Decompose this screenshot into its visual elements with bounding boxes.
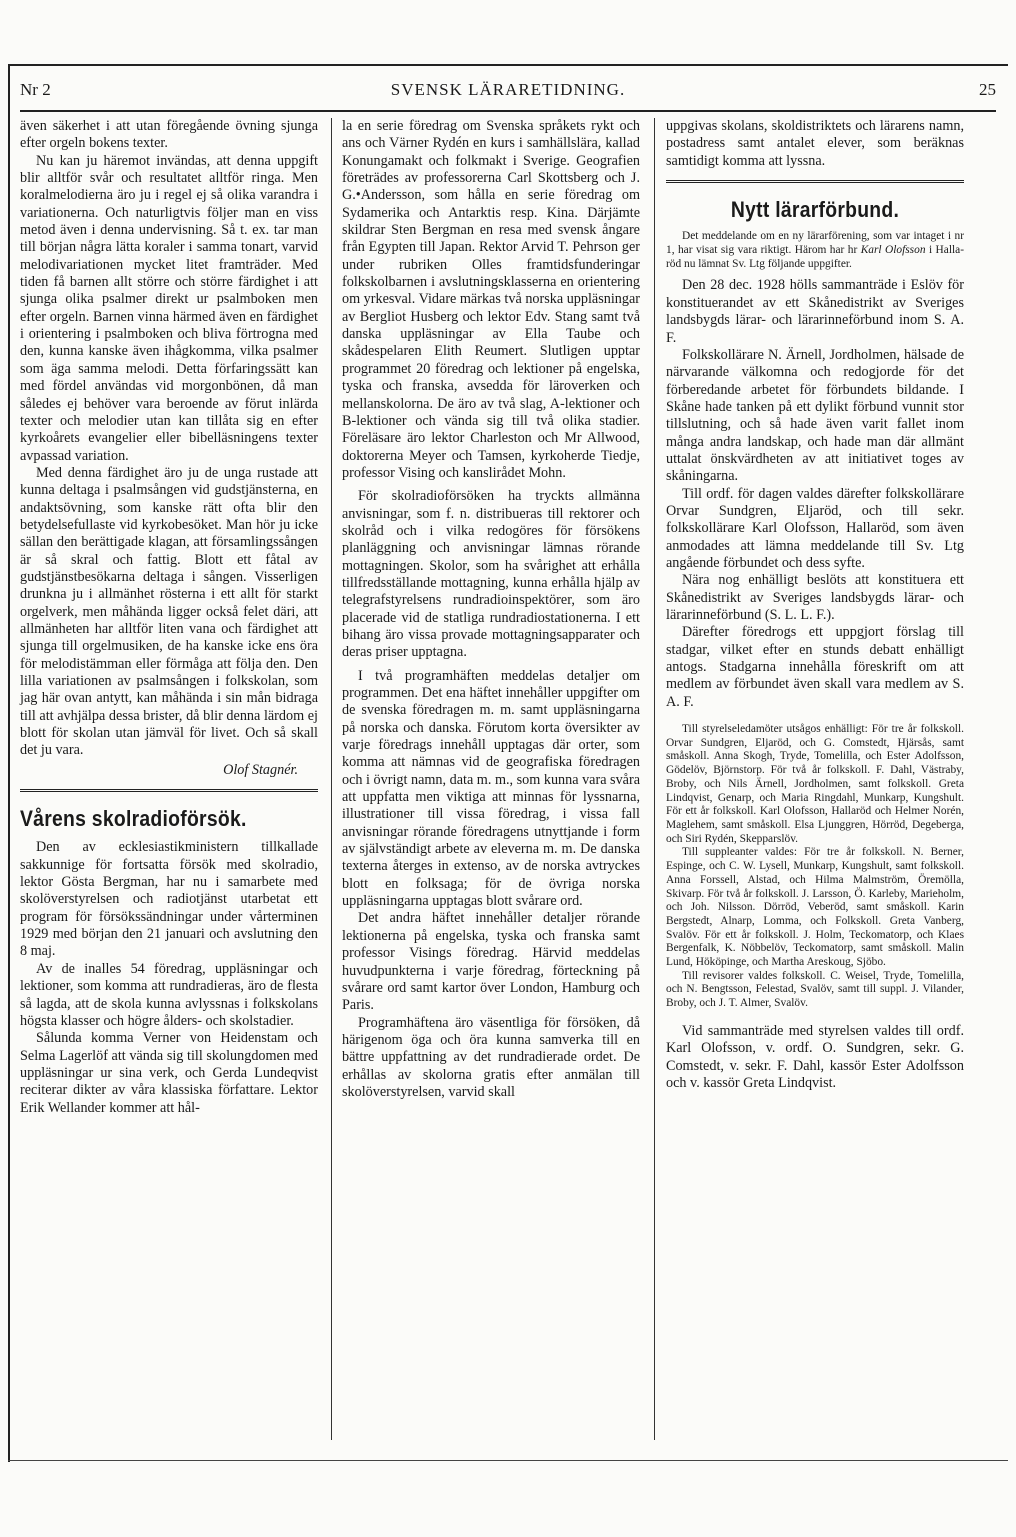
- paragraph: Folkskollärare N. Ärnell, Jordholmen, hälsade de närvarande välkomna och redogjorde för det förberedande arbetet för förbundets bildande. I Skåne hade tanken på ett dylikt förbund vunnit stor tillslutning, och så hade även varit fallet inom många andra landskap, och hade man där allmänt uttalat önskvärdheten av att initiativet toges av skåningarna.: [666, 346, 964, 485]
- paragraph: Den av ecklesiastikministern tillkallade sakkunnige för fortsatta försök med skolradio, lektor Gösta Bergman, har nu i samarbete med skolöverstyrelsen och radiotjänst utarbetat ett program för försökssändningar under vårterminen 1929 med början den 21 januari och avslutning den 8 maj.: [20, 839, 318, 960]
- board-list: [666, 723, 964, 1011]
- column-divider: [331, 118, 332, 1440]
- intro-note: [666, 230, 964, 271]
- page-header: [20, 80, 996, 106]
- page-number: 25: [979, 80, 996, 99]
- paragraph: även säkerhet i att utan föregående övning sjunga efter orgeln bokens texter.: [20, 118, 318, 152]
- paragraph: Det andra häftet innehåller detaljer rörande lektionerna på engelska, tyska och franska samt professor Visings föredrag. Härvid meddelas huvudpunkterna i varje föredrag, förteckning på svårare ord samt kartor över London, Hamburg och Paris.: [342, 910, 640, 1014]
- page-top-rule: [8, 64, 1008, 66]
- paragraph: I två programhäften meddelas detaljer om programmen. Det ena häftet innehåller uppgifter om de svenska föredragen m. m. samt uppläsningarna på norska och danska. Förutom korta översikter av varje föredrags innehåll upptagas där orter, som komma att nämnas vid de geografiska föredragen och i övrigt namn, data m. m., som kunna vara svåra att uppfatta men viktiga att minnas för lyssnarna, illustrationer till vissa föredrag, i vissa fall anvisningar rörande föredragens utnyttjande i form av självständigt arbete av eleverna m. m. De danska texterna återges in extenso, av de norska avtryckes blott en folksaga; för de övriga norska uppläsningarna upptagas blott svårare ord.: [342, 667, 640, 910]
- paragraph: Med denna färdighet äro ju de unga rustade att kunna deltaga i psalmsången vid gudstjänsterna, en andaktsövning, som kanske rätt ofta blir den betydelsefullaste vid kyrkobesöket. Man hör ju icke sällan den berättigade klagan, att församlingssången är så skral och fattig. Blott ett fåtal av gudstjänstbesökarna deltaga i sången. Visserligen drunkna ju i allmänhet rösterna i ett allt för starkt orgelverk, men måhända ligger också felet däri, att allmänheten har alltför liten vana och färdighet att sjunga till orgelmusiken, de ha kanske icke ens öra för melodistämman eller förmåga att följa den. Den lilla variationen av psalmsången i folkskolan, som jag här ovan antytt, kan måhända i sin mån bidraga till att avhjälpa dessa brister, då blir denna lärdom ej blott för skolan utan jämväl för livet. Och så skall det ju vara.: [20, 464, 318, 759]
- column-1: [20, 118, 318, 1117]
- issue-number: Nr 2: [20, 80, 51, 99]
- paragraph: Vid sammanträde med styrelsen valdes till ordf. Karl Olofsson, v. ordf. O. Sundgren, sekr. G. Comstedt, v. sekr. F. Dahl, kassör Ester Adolfsson och v. kassör Greta Lindqvist.: [666, 1022, 964, 1091]
- paragraph: la en serie föredrag om Svenska språkets rykt och ans och Värner Rydén en kurs i samhällslära, kallad Konungamakt och folkmakt i Sverige. Geografien företrädes av professorerna Carl Skottsberg och J. G.•Andersson, som hålla en serie föredrag om Sydamerika och Antarktis resp. Kina. Därjämte skildrar Sten Bergman en resa med svensk ångare från Egypten till Japan. Rektor Arvid T. Pehrson ger under rubriken Olles framtidsfunderingar folkskolbarnen i avslutningsklasserna en orientering om yrkesval. Vidare märkas två norska uppläsningar av Bergliot Husberg och lektor Edv. Stang samt två danska uppläsningar av Ella Taube och skådespelaren Elith Reumert. Slutligen upptar programmet 20 föredrag och lektioner på engelska, tyska och franska, avsedda för läroverken och mellanskolorna. De äro av två slag, A-lektioner och B-lektioner och vända sig till två olika stadier. Föreläsare äro lektor Charleston och Mr Allwood, doktorerna Meyer och Tamsen, kyrkoherde Tiedje, professor Vising och kanslirådet Mohn.: [342, 118, 640, 481]
- intro-text: Det meddelande om en ny lärarförening, som var intaget i nr 1, har visat sig vara riktigt. Härom har hr: [666, 230, 964, 257]
- paragraph: Nu kan ju häremot invändas, att denna uppgift blir alltför svår och resultatet alltför ringa. Men koralmelodierna äro ju i regel ej så olika varandra i variationerna. Och naturligtvis följer man en viss metod även i denna undervisning. Så t. ex. tar man till början några lätta koraler i samma tonart, varvid melodivariationen mycket litet framträder. Med tiden få barnen allt större och större färdighet i att sjunga olika psalmer direkt ur psalmboken men efter orgeln. Barnen vinna härmed även en färdighet i orientering i psalmboken och bliva förtrogna med den, kunna kanske även ihågkomma, vilka psalmer som äga samma melodi. Detta förfaringssätt kan med fördel användas vid morgonbönen, då man således ej behöver vara beroende av förut inlärda texter och melodier utan kan tillåta sig en efter kyrkoårets evangelier eller bibelläsningens texter avpassad variation.: [20, 152, 318, 464]
- small-paragraph: Till styrelseledamöter utsågos enhälligt: För tre år folkskoll. Orvar Sundgren, Eljaröd, och G. Comstedt, Hjärsås, samt småskoll. Anna Skogh, Tryde, Tomelilla, och Ester Adolfsson, Gödelöv, Björnstorp. För två år folkskoll. F. Dahl, Västraby, Broby, och Nils Ärnell, Jordholmen, samt folkskoll. Greta Lindqvist, Genarp, och Maria Ringdahl, Munkarp, Kungshult. För ett år folkskoll. Karl Olofsson, Hallaröd och Helmer Norén, Maglehem, samt småskoll. Elsa Ljunggren, Hörröd, Degeberga, och Siri Rydén, Skepparslöv.: [666, 723, 964, 845]
- paragraph: uppgivas skolans, skoldistriktets och lärarens namn, postadress samt antalet elever, som beräknas samtidigt komma att lyssna.: [666, 118, 964, 169]
- paragraph: För skolradioförsöken ha tryckts allmänna anvisningar, som f. n. distribueras till rektorer och skolråd och i vilka redogöres för försökens planläggning och anvisningar lämnas rörande mottagningen. Skolor, som ha svårighet att erhålla tillfredsställande mottagning, kunna erhålla hjälp av telegrafstyrelsens rundradioinspektörer, som äro placerade vid de statliga rundradiostationerna. I ett bihang äro vissa provade mottagningsapparater och deras priser upptagna.: [342, 488, 640, 661]
- article-separator: [20, 789, 318, 792]
- paragraph: Därefter föredrogs ett uppgjort förslag till stadgar, vilket efter en stunds debatt enhälligt antogs. Stadgarna innehålla föreskrift om att medlem av förbundet även skall vara medlem av S. A. F.: [666, 624, 964, 710]
- intro-text: i Halla-röd nu lämnat Sv. Ltg följande uppgifter.: [666, 244, 964, 270]
- article-separator: [666, 180, 964, 183]
- paragraph: Sålunda komma Verner von Heidenstam och Selma Lagerlöf att vända sig till skolungdomen med uppläsningar ur sina verk, och Gerda Lundeqvist reciterar dikter av våra klassiska författare. Lektor Erik Wellander kommer att hål-: [20, 1030, 318, 1116]
- header-rule: [20, 110, 996, 112]
- page-bottom-rule: [8, 1460, 1008, 1461]
- paragraph: Av de inalles 54 föredrag, uppläsningar och lektioner, som komma att rundradieras, äro de flesta så lagda, att de skola kunna avlyssnas i folkskolans högsta klasser och högre ålders- och skolstadier.: [20, 960, 318, 1029]
- small-paragraph: Till suppleanter valdes: För tre år folkskoll. N. Berner, Espinge, och C. W. Lysell, Munkarp, Kungshult, samt folkskoll. Anna Forssell, Alstad, och Hilma Malmström, Öremölla, Skivarp. För två år folkskoll. J. Larsson, Ö. Karleby, Marieholm, och Joh. Nilsson. Dörröd, Veberöd, samt småskoll. Karin Bergstedt, Alnarp, Lomma, och Folkskoll. Greta Vanberg, Svalöv. För ett år folkskoll. J. Holm, Teckomatorp, och Klaes Bergenfalk, K. Nöbbelöv, Teckomatorp, samt småskoll. Malin Lund, Hököpinge, och Martha Areskoug, Sjöbo.: [666, 846, 964, 969]
- paragraph: Nära nog enhälligt beslöts att konstituera ett Skånedistrikt av Sveriges landsbygds lärar- och lärarinneförbund (S. L. L. F.).: [666, 572, 964, 624]
- column-3: [666, 118, 964, 1092]
- author-signature: Olof Stagnér.: [223, 761, 298, 778]
- paragraph: Programhäftena äro väsentliga för försöken, då härigenom öga och öra kunna samverka till en bättre uppfattning av det rundradierade ordet. De erhållas av skolorna gratis efter anmälan till skolöverstyrelsen, varvid skall: [342, 1014, 640, 1100]
- article-title: Vårens skolradioförsök.: [20, 806, 247, 832]
- intro-name: Karl Olofsson: [860, 244, 926, 257]
- column-divider: [654, 118, 655, 1440]
- paragraph: Den 28 dec. 1928 hölls sammanträde i Eslöv för konstituerandet av ett Skånedistrikt av Sveriges landsbygds lärar- och lärarinneförbund inom S. A. F.: [666, 277, 964, 346]
- page-left-rule: [8, 64, 10, 1462]
- small-paragraph: Till revisorer valdes folkskoll. C. Weisel, Tryde, Tomelilla, och N. Bengtsson, Felestad, Svalöv, samt till suppl. J. Vilander, Broby, och J. T. Almer, Svalöv.: [666, 969, 964, 1010]
- publication-title: SVENSK LÄRARETIDNING.: [390, 80, 626, 99]
- paragraph: Till ordf. för dagen valdes därefter folkskollärare Orvar Sundgren, Eljaröd, och till sekr. folkskollärare Karl Olofsson, Hallaröd, som även anmodades att lämna meddelande till Sv. Ltg angående förbundet och dess syfte.: [666, 485, 964, 571]
- article-title: Nytt lärarförbund.: [730, 197, 900, 223]
- column-2: [342, 118, 640, 1101]
